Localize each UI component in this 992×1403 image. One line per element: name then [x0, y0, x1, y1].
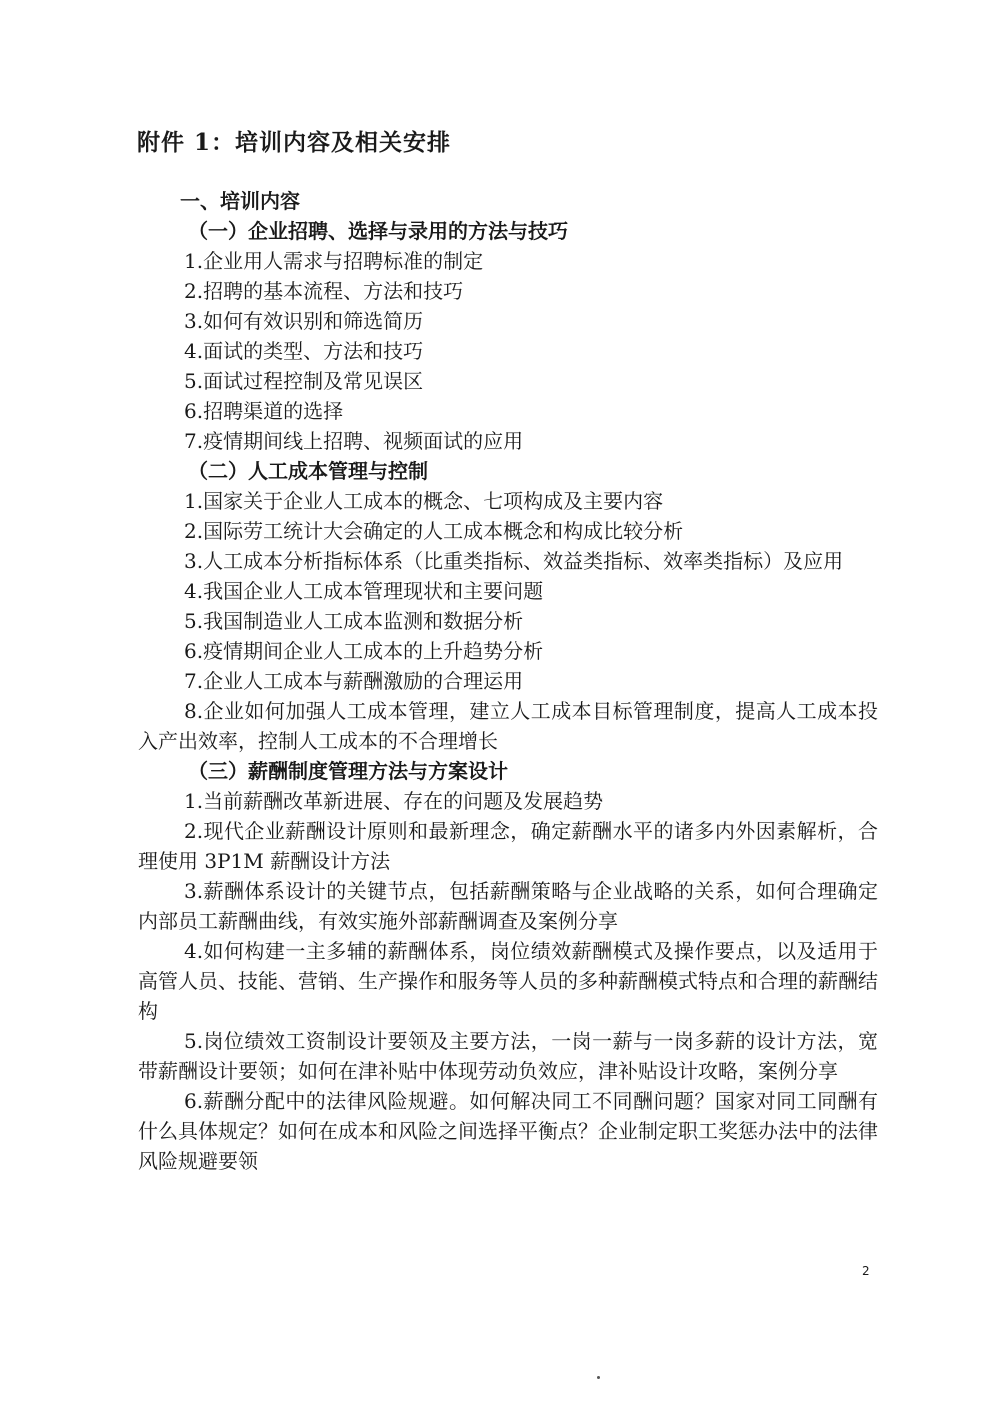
list-item: 6.招聘渠道的选择	[184, 399, 344, 423]
scan-dot	[597, 1376, 600, 1379]
list-item: 8.企业如何加强人工成本管理，建立人工成本目标管理制度，提高人工成本投入产出效率，控制人工成本的不合理增长	[138, 699, 878, 753]
list-item: 2.国际劳工统计大会确定的人工成本概念和构成比较分析	[184, 519, 684, 543]
list-item: 5.我国制造业人工成本监测和数据分析	[184, 609, 524, 633]
list-item: 1.企业用人需求与招聘标准的制定	[184, 249, 484, 273]
list-item: 7.企业人工成本与薪酬激励的合理运用	[184, 669, 524, 693]
list-item: 3.人工成本分析指标体系（比重类指标、效益类指标、效率类指标）及应用	[184, 549, 844, 573]
list-item: 6.薪酬分配中的法律风险规避。如何解决同工不同酬问题？国家对同工同酬有什么具体规定？如何在成本和风险之间选择平衡点？企业制定职工奖惩办法中的法律风险规避要领	[138, 1089, 878, 1173]
document-body	[138, 186, 878, 1176]
list-item: 5.面试过程控制及常见误区	[184, 369, 424, 393]
list-item: 4.我国企业人工成本管理现状和主要问题	[184, 579, 544, 603]
part-heading-2: （二）人工成本管理与控制	[188, 459, 428, 483]
list-item: 3.如何有效识别和筛选简历	[184, 309, 424, 333]
list-item: 4.如何构建一主多辅的薪酬体系，岗位绩效薪酬模式及操作要点，以及适用于高管人员、技能、营销、生产操作和服务等人员的多种薪酬模式特点和合理的薪酬结构	[138, 939, 878, 1023]
page-number: 2	[862, 1264, 870, 1278]
part-heading-1: （一）企业招聘、选择与录用的方法与技巧	[188, 219, 568, 243]
section-heading: 一、培训内容	[180, 189, 300, 213]
list-item: 3.薪酬体系设计的关键节点，包括薪酬策略与企业战略的关系，如何合理确定内部员工薪酬曲线，有效实施外部薪酬调查及案例分享	[138, 879, 878, 933]
list-item: 4.面试的类型、方法和技巧	[184, 339, 424, 363]
list-item: 2.现代企业薪酬设计原则和最新理念，确定薪酬水平的诸多内外因素解析，合理使用 3P1M 薪酬设计方法	[138, 819, 878, 873]
list-item: 6.疫情期间企业人工成本的上升趋势分析	[184, 639, 544, 663]
list-item: 7.疫情期间线上招聘、视频面试的应用	[184, 429, 524, 453]
list-item: 5.岗位绩效工资制设计要领及主要方法，一岗一薪与一岗多薪的设计方法，宽带薪酬设计要领；如何在津补贴中体现劳动负效应，津补贴设计攻略，案例分享	[138, 1029, 878, 1083]
list-item: 1.国家关于企业人工成本的概念、七项构成及主要内容	[184, 489, 664, 513]
document-title: 附件 1：培训内容及相关安排	[137, 129, 452, 156]
list-item: 1.当前薪酬改革新进展、存在的问题及发展趋势	[184, 789, 604, 813]
list-item: 2.招聘的基本流程、方法和技巧	[184, 279, 464, 303]
part-heading-3: （三）薪酬制度管理方法与方案设计	[188, 759, 508, 783]
